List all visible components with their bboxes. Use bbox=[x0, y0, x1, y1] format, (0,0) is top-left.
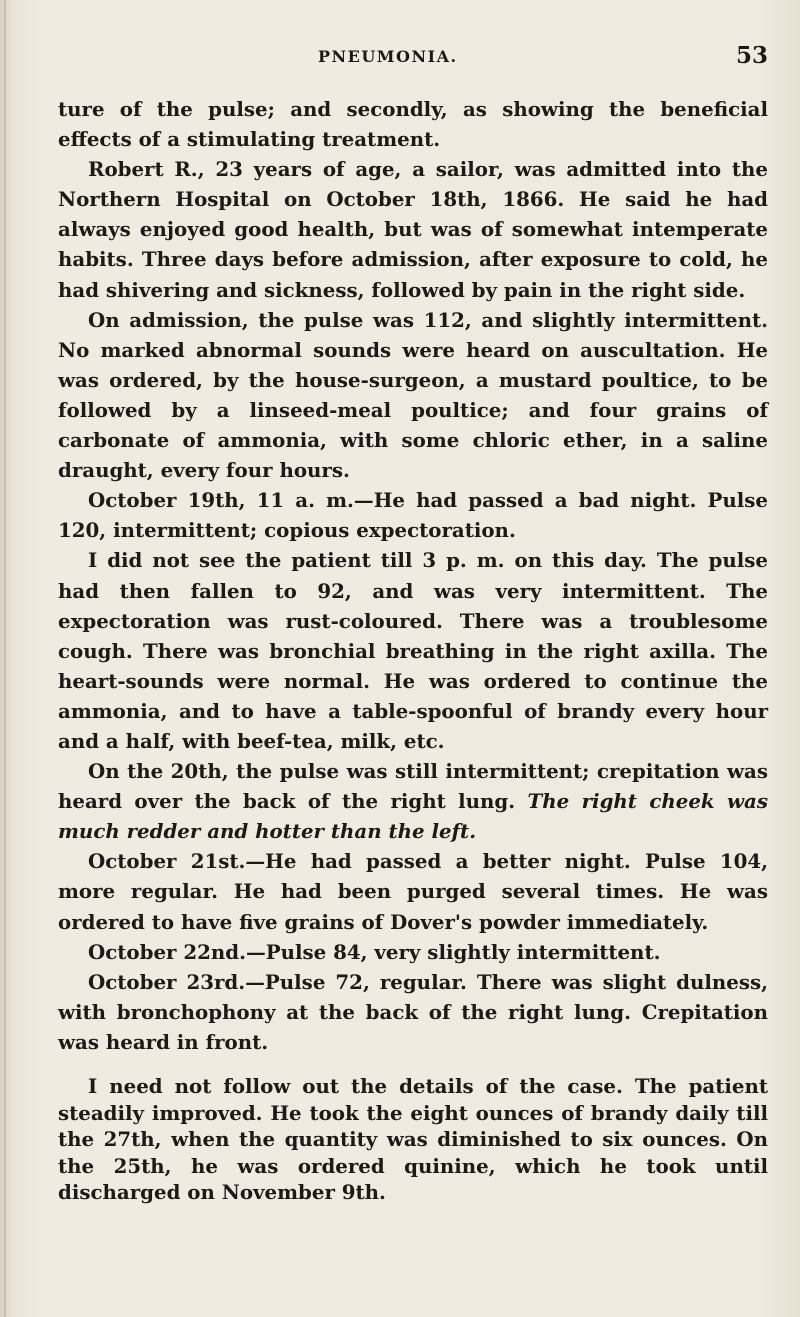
paragraph-case-intro: Robert R., 23 years of age, a sailor, was admitted into the Northern Hospital on October 18th, 1866. He said he had always enjoyed good health, but was of somewhat intemperate habits. Three days before admission, after exposure to cold, he had shivering and sickness, followed by pain in the right side. bbox=[58, 157, 768, 302]
oct-20-text: On the 20th, the pulse was still intermittent; crepitation was heard over the back of the right lung. bbox=[58, 759, 768, 814]
oct-20-italic-text: The right cheek was much redder and hotter than the left. bbox=[58, 789, 769, 844]
paragraph-admission: On admission, the pulse was 112, and slightly intermittent. No marked abnormal sounds were heard on auscultation. He was ordered, by the house-surgeon, a mustard poultice, to be followed by a linseed-meal poultice; and four grains of carbonate of ammonia, with some chloric ether, in a saline draught, every four hours. bbox=[58, 307, 768, 483]
page-header bbox=[0, 42, 800, 77]
paragraph-oct-21: October 21st.—He had passed a better night. Pulse 104, more regular. He had been purged several times. He was ordered to have five grains of Dover's powder immediately. bbox=[58, 849, 768, 934]
paragraph-oct-19-morning: October 19th, 11 a. m.—He had passed a bad night. Pulse 120, intermittent; copious expectoration. bbox=[58, 488, 768, 543]
paragraph-continuation: ture of the pulse; and secondly, as showing the beneficial effects of a stimulating treatment. bbox=[58, 97, 768, 152]
page-number: 53 bbox=[736, 42, 769, 69]
running-head: PNEUMONIA. bbox=[318, 47, 458, 66]
paragraph-oct-19-afternoon: I did not see the patient till 3 p. m. on this day. The pulse had then fallen to 92, and was very intermittent. The expectoration was rust-coloured. There was a troublesome cough. There was bronchial breathing in the right axilla. The heart-sounds were normal. He was ordered to continue the ammonia, and to have a table-spoonful of brandy every hour and a half, with beef-tea, milk, etc. bbox=[58, 548, 768, 753]
paragraph-oct-20 bbox=[58, 756, 768, 846]
paragraph-conclusion: I need not follow out the details of the case. The patient steadily improved. He took the eight ounces of brandy daily till the 27th, when the quantity was diminished to six ounces. On the 25th, he was ordered quinine, which he took until discharged on November 9th. bbox=[58, 1074, 768, 1204]
paragraph-oct-22: October 22nd.—Pulse 84, very slightly intermittent. bbox=[88, 939, 661, 964]
body-text bbox=[58, 94, 768, 1206]
binding-gutter bbox=[4, 0, 6, 1317]
paragraph-oct-23: October 23rd.—Pulse 72, regular. There was slight dulness, with bronchophony at the back of the right lung. Crepitation was heard in front. bbox=[58, 969, 768, 1054]
